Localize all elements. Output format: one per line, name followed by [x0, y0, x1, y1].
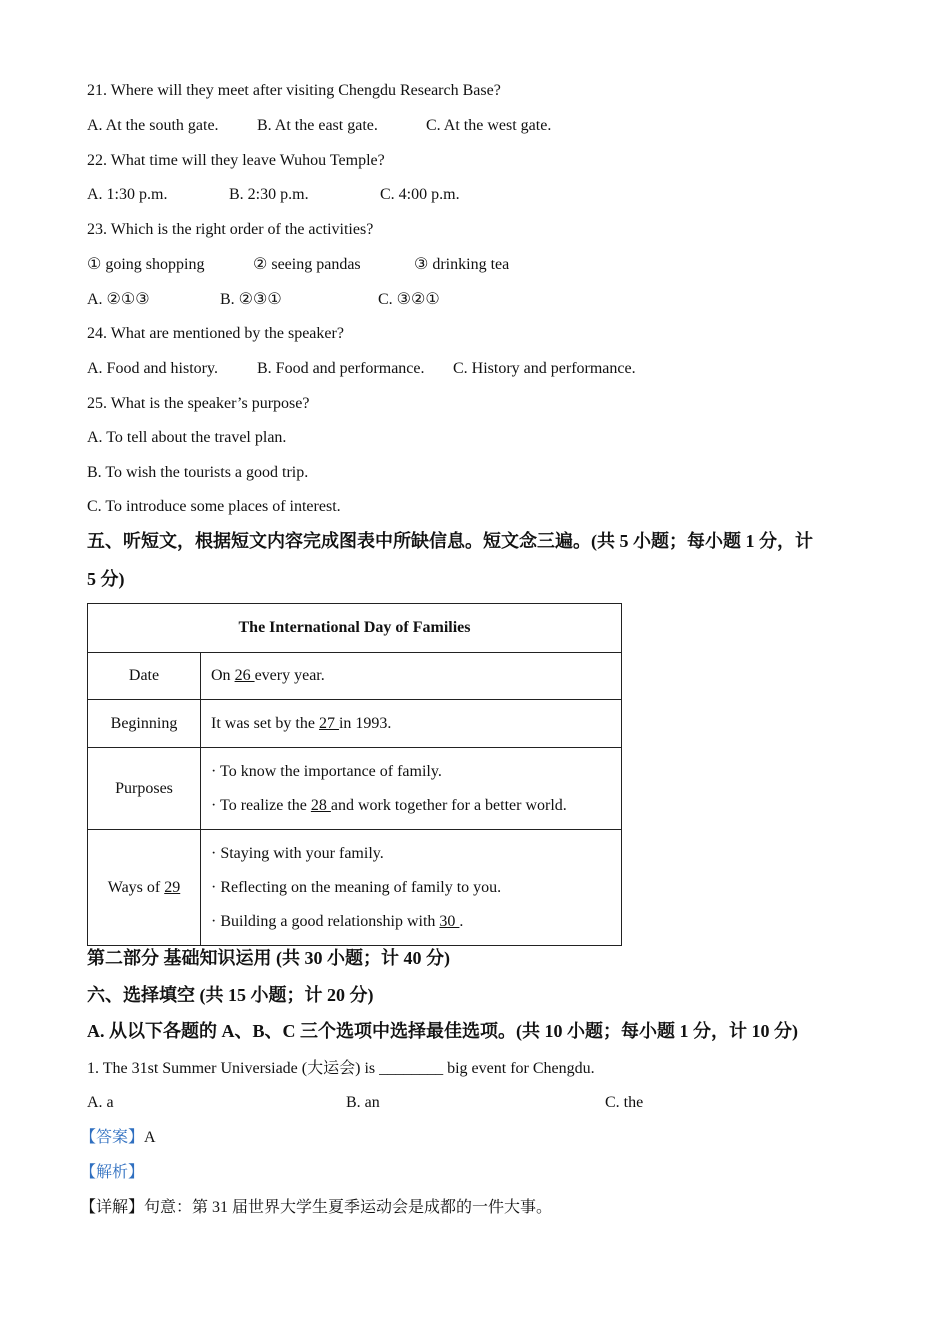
activity-item-1: ① going shopping — [87, 256, 205, 273]
option-24a: A. Food and history. — [87, 360, 218, 377]
option-1c: C. the — [605, 1094, 644, 1111]
section-6-heading: 六、选择填空 (共 15 小题；计 20 分) — [87, 985, 374, 1005]
blank-27: 27 — [318, 714, 339, 732]
activity-item-3: ③ drinking tea — [414, 256, 510, 273]
row-label-ways: Ways of 29 — [88, 830, 201, 946]
blank-29: 29 — [164, 878, 181, 896]
section-5-heading-cont: 5 分) — [87, 569, 125, 589]
row-value-purposes: · To know the importance of family. · To realize the 28 and work together for a better world. — [201, 748, 622, 830]
question-25: 25. What is the speaker’s purpose? — [87, 395, 310, 412]
answer-line — [80, 1128, 156, 1148]
question-22: 22. What time will they leave Wuhou Temple? — [87, 152, 385, 169]
option-25a: A. To tell about the travel plan. — [87, 429, 287, 446]
row-label-date: Date — [88, 653, 201, 700]
answer-value: A — [144, 1129, 156, 1146]
row-value-date: On 26 every year. — [201, 653, 622, 700]
blank-26: 26 — [234, 667, 255, 684]
option-22c: C. 4:00 p.m. — [380, 186, 460, 203]
option-22b: B. 2:30 p.m. — [229, 186, 309, 203]
option-25c: C. To introduce some places of interest. — [87, 498, 341, 515]
blank-30: 30 — [439, 912, 460, 930]
option-21c: C. At the west gate. — [426, 117, 552, 134]
row-value-ways: · Staying with your family. · Reflecting on the meaning of family to you. · Building a good relationship with 30 . — [201, 830, 622, 946]
detail-line — [80, 1198, 552, 1218]
table-row — [88, 700, 622, 748]
option-1b: B. an — [346, 1094, 380, 1111]
option-23a: A. ②①③ — [87, 291, 150, 308]
row-value-beginning: It was set by the 27 in 1993. — [201, 700, 622, 748]
option-24c: C. History and performance. — [453, 360, 636, 377]
families-table — [87, 603, 622, 946]
option-22a: A. 1:30 p.m. — [87, 186, 168, 203]
detail-label: 【详解】 — [80, 1199, 145, 1216]
blank-28: 28 — [310, 796, 331, 814]
detail-text: 句意：第 31 届世界大学生夏季运动会是成都的一件大事。 — [144, 1199, 553, 1216]
question-1: 1. The 31st Summer Universiade (大运会) is ________ big event for Chengdu. — [87, 1060, 595, 1077]
analysis-line — [80, 1163, 144, 1183]
option-23b: B. ②③① — [220, 291, 282, 308]
question-24: 24. What are mentioned by the speaker? — [87, 325, 344, 342]
table-row — [88, 748, 622, 830]
table-title: The International Day of Families — [88, 604, 622, 653]
section-a-heading: A. 从以下各题的 A、B、C 三个选项中选择最佳选项。(共 10 小题；每小题 1 分，计 10 分) — [87, 1021, 798, 1041]
option-21b: B. At the east gate. — [257, 117, 378, 134]
option-24b: B. Food and performance. — [257, 360, 425, 377]
question-21: 21. Where will they meet after visiting Chengdu Research Base? — [87, 82, 501, 99]
part-2-heading: 第二部分 基础知识运用 (共 30 小题；计 40 分) — [87, 948, 450, 968]
table-row — [88, 830, 622, 946]
section-5-heading: 五、听短文，根据短文内容完成图表中所缺信息。短文念三遍。(共 5 小题；每小题 1 分，计 — [87, 531, 813, 551]
question-23: 23. Which is the right order of the activities? — [87, 221, 374, 238]
option-25b: B. To wish the tourists a good trip. — [87, 464, 309, 481]
option-1a: A. a — [87, 1094, 114, 1111]
row-label-beginning: Beginning — [88, 700, 201, 748]
table-row — [88, 653, 622, 700]
row-label-purposes: Purposes — [88, 748, 201, 830]
option-23c: C. ③②① — [378, 291, 440, 308]
option-21a: A. At the south gate. — [87, 117, 219, 134]
analysis-label: 【解析】 — [80, 1164, 145, 1181]
activity-item-2: ② seeing pandas — [253, 256, 361, 273]
answer-label: 【答案】 — [80, 1129, 145, 1146]
